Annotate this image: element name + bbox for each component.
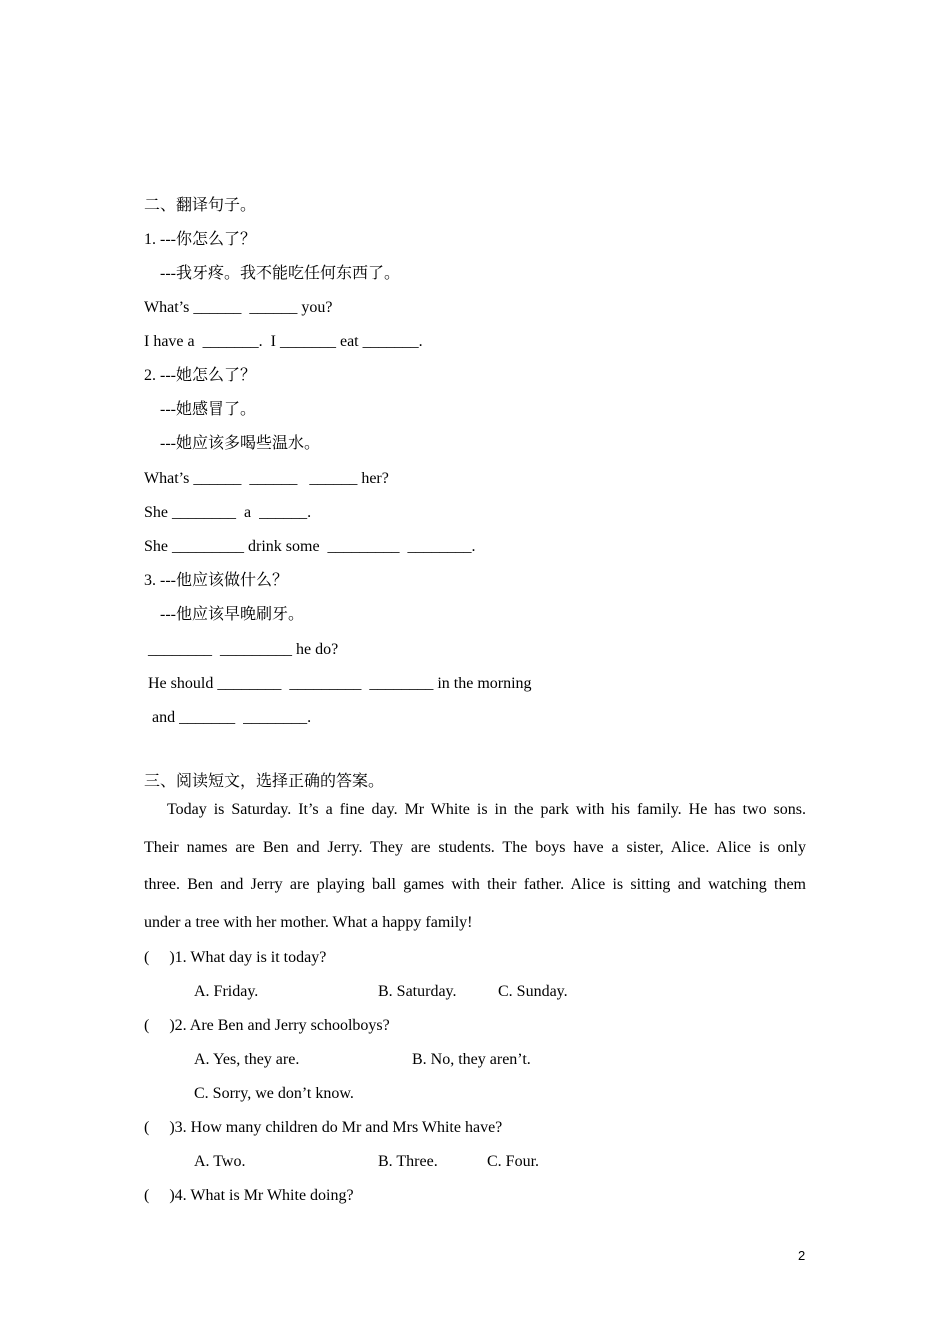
question1-option-c: C. Sunday. (498, 983, 568, 1000)
section3-heading: 三、阅读短文，选择正确的答案。 (144, 773, 385, 790)
q3-line3: ________ _________ he do? (148, 641, 339, 658)
question3-option-c: C. Four. (487, 1153, 540, 1170)
passage-line: three. Ben and Jerry are playing ball games with their father. Alice is sitting and watching them (144, 876, 806, 893)
question3-option-b: B. Three. (378, 1153, 438, 1170)
q3-line2: ---他应该早晚刷牙。 (160, 606, 304, 623)
q2-line6: She _________ drink some _________ ________. (144, 538, 476, 555)
passage-line: Their names are Ben and Jerry. They are students. The boys have a sister, Alice. Alice is only (144, 838, 806, 856)
q3-line4: He should ________ _________ ________ in the morning (148, 675, 532, 692)
question4-stem: ( )4. What is Mr White doing? (144, 1187, 354, 1204)
question3-stem: ( )3. How many children do Mr and Mrs White have? (144, 1119, 503, 1136)
q2-line4: What’s ______ ______ ______ her? (144, 470, 389, 487)
q1-line3: What’s ______ ______ you? (144, 299, 333, 316)
q1-line2: ---我牙疼。我不能吃任何东西了。 (160, 265, 400, 282)
q3-line1: 3. ---他应该做什么？ (144, 572, 288, 589)
passage-line: under a tree with her mother. What a happy family! (144, 913, 473, 931)
passage-line: Today is Saturday. It’s a fine day. Mr White is in the park with his family. He has two sons. (167, 801, 806, 818)
q2-line2: ---她感冒了。 (160, 401, 256, 418)
question1-stem: ( )1. What day is it today? (144, 949, 327, 966)
question3-option-a: A. Two. (194, 1153, 246, 1170)
question2-option-a: A. Yes, they are. (194, 1051, 300, 1068)
page-number: 2 (798, 1248, 806, 1263)
q1-line4: I have a _______. I _______ eat _______. (144, 333, 423, 350)
q2-line5: She ________ a ______. (144, 504, 312, 521)
question2-option-c: C. Sorry, we don’t know. (194, 1085, 354, 1102)
q1-line1: 1. ---你怎么了？ (144, 231, 256, 248)
question1-option-b: B. Saturday. (378, 983, 457, 1000)
q2-line1: 2. ---她怎么了？ (144, 367, 256, 384)
question1-option-a: A. Friday. (194, 983, 259, 1000)
q3-line5: and _______ ________. (152, 709, 312, 726)
reading-passage (144, 791, 806, 941)
section2-heading: 二、翻译句子。 (144, 197, 257, 214)
q2-line3: ---她应该多喝些温水。 (160, 435, 320, 452)
question2-option-b: B. No, they aren’t. (412, 1051, 531, 1068)
question2-stem: ( )2. Are Ben and Jerry schoolboys? (144, 1017, 390, 1034)
